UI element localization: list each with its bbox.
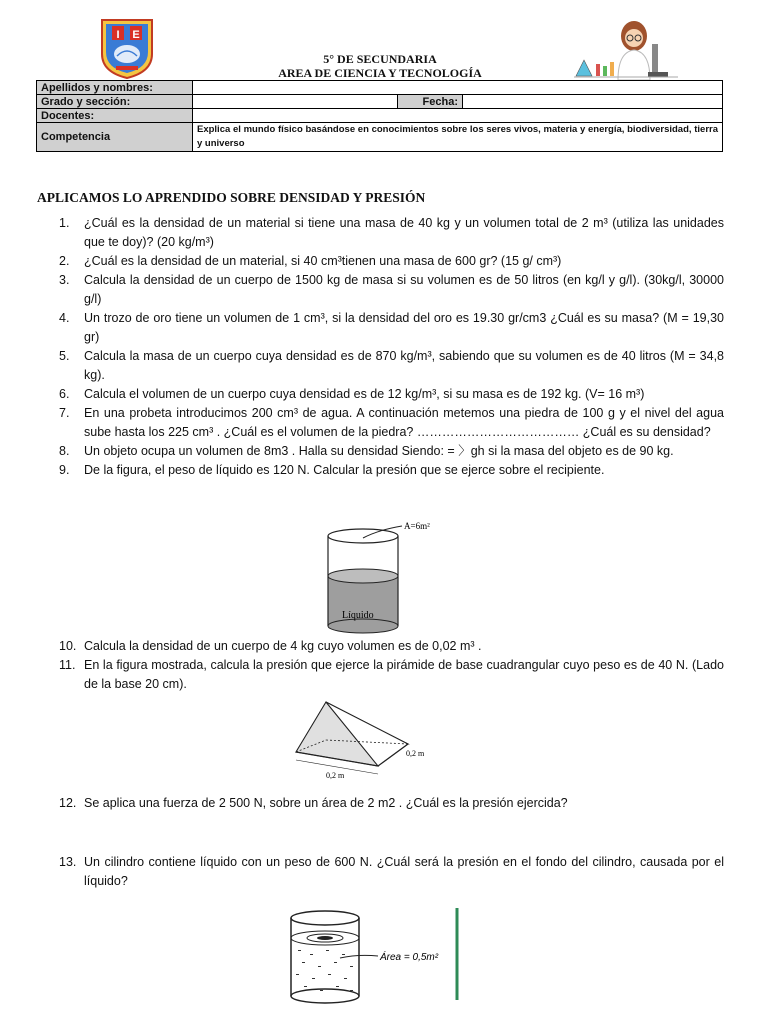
question-item: 1. ¿Cuál es la densidad de un material si tiene una masa de 40 kg y un volumen total de 2 m³ (utiliza las unidades que te doy)? (20 kg/m³) (59, 216, 724, 249)
names-label: Apellidos y nombres: (37, 81, 193, 95)
question-list (36, 214, 724, 480)
grade-heading: 5° DE SECUNDARIA (323, 52, 437, 66)
area-label: Área = 0,5m² (380, 952, 439, 963)
teachers-field[interactable] (193, 109, 723, 123)
area-label: A=6m² (404, 521, 430, 531)
competence-text: Explica el mundo físico basándose en conocimientos sobre los seres vivos, materia y energía, biodiversidad, tierra y universo (193, 123, 723, 152)
question-13: 13. Un cilindro contiene líquido con un peso de 600 N. ¿Cuál será la presión en el fondo del cilindro, causada por el líquido? (59, 855, 724, 888)
grade-label: Grado y sección: (37, 95, 193, 109)
question-item: 5. Calcula la masa de un cuerpo cuya densidad es de 870 kg/m³, sabiendo que su volumen es de 40 litros (M = 34,8 kg). (59, 349, 724, 382)
question-item: 9. De la figura, el peso de líquido es 120 N. Calcular la presión que se ejerce sobre el recipiente. (59, 463, 605, 477)
question-12: 12. Se aplica una fuerza de 2 500 N, sobre un área de 2 m2 . ¿Cuál es la presión ejercida? (59, 796, 568, 810)
cylinder-liquid-figure (318, 516, 458, 636)
question-item: 7. En una probeta introducimos 200 cm³ de agua. A continuación metemos una piedra de 100 g y el nivel del agua sube hasta los 225 cm³ . ¿Cuál es el volumen de la piedra? ………………………………… ¿Cuál es su densidad? (59, 406, 724, 439)
cylinder-area-figure (280, 906, 470, 1010)
date-label: Fecha: (398, 95, 463, 109)
svg-text:I: I (116, 29, 120, 41)
grade-field[interactable] (193, 95, 398, 109)
question-item: 3. Calcula la densidad de un cuerpo de 1500 kg de masa si su volumen es de 50 litros (en kg/l y g/l). (30kg/l, 30000 g/l) (59, 273, 724, 306)
pyramid-figure (286, 694, 436, 780)
svg-text:E: E (132, 29, 140, 41)
question-item: 6. Calcula el volumen de un cuerpo cuya densidad es de 12 kg/m³, si su masa es de 192 kg. (V= 16 m³) (59, 387, 645, 401)
liquid-label: Líquido (342, 610, 374, 621)
question-item: 2. ¿Cuál es la densidad de un material, si 40 cm³tienen una masa de 600 gr? (15 g/ cm³) (59, 254, 562, 268)
teachers-label: Docentes: (37, 109, 193, 123)
area-heading: AREA DE CIENCIA Y TECNOLOGÍA (278, 66, 482, 80)
base-label: 0,2 m (326, 771, 345, 780)
competence-label: Competencia (37, 123, 193, 152)
side-label: 0,2 m (406, 749, 425, 758)
date-field[interactable] (463, 95, 723, 109)
names-field[interactable] (193, 81, 723, 95)
question-item: 4. Un trozo de oro tiene un volumen de 1 cm³, si la densidad del oro es 19.30 gr/cm3 ¿Cuál es su masa? (M = 19,30 gr) (59, 311, 724, 344)
student-info-table (36, 80, 723, 152)
question-10: 10. Calcula la densidad de un cuerpo de 4 kg cuyo volumen es de 0,02 m³ . 11. En la figura mostrada, calcula la presión que ejerce la pirámide de base cuadrangular cuyo peso es de 40 N. (Lado de la base 20 cm). (59, 639, 724, 691)
worksheet-title: APLICAMOS LO APRENDIDO SOBRE DENSIDAD Y PRESIÓN (37, 190, 426, 205)
question-item: 8. Un objeto ocupa un volumen de 8m3 . Halla su densidad Siendo: = 〉gh si la masa del objeto es de 90 kg. (59, 444, 674, 458)
